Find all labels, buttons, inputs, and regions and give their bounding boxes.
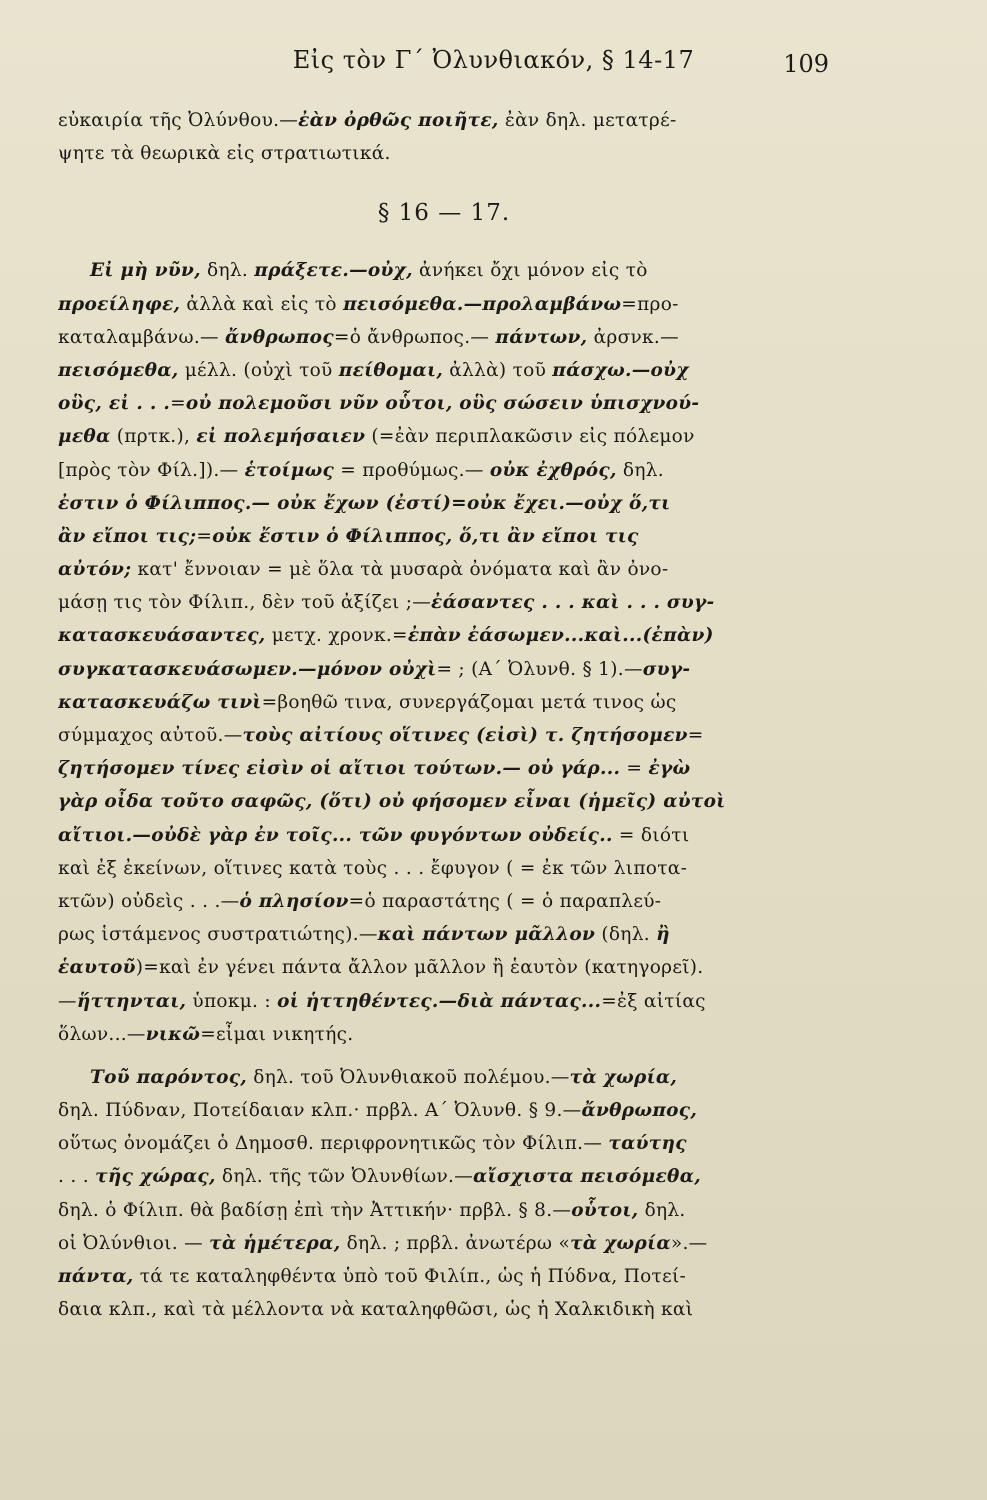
gloss-text: μάσῃ τις τὸν Φίλιπ., δὲν τοῦ ἀξίζει ;— <box>58 592 432 614</box>
lemma-text: ἄνθρωπος <box>225 326 334 348</box>
text-line <box>58 985 830 1018</box>
gloss-text: ἀρσνκ.— <box>587 326 679 348</box>
gloss-text: δηλ. Πύδναν, Ποτείδαιαν κλπ.· πρβλ. Α΄ Ὀλυνθ. § 9.— <box>58 1100 582 1122</box>
text-line <box>58 321 830 354</box>
text-line <box>58 454 830 487</box>
text-line <box>58 1293 830 1326</box>
gloss-text: δηλ. ὁ Φίλιπ. θὰ βαδίσῃ ἐπὶ τὴν Ἀττικήν· πρβλ. § 8.— <box>58 1199 572 1221</box>
gloss-text: )=καὶ ἐν γένει πάντα ἄλλον μᾶλλον ἢ ἑαυτὸν (κατηγορεῖ). <box>135 957 704 979</box>
lemma-text: πάντων, <box>495 326 588 348</box>
gloss-text: =ὁ παραστάτης ( = ὁ παραπλεύ- <box>348 890 662 912</box>
lemma-text: τὰ χωρία <box>570 1232 671 1254</box>
lemma-text: τοὺς αἰτίους οἵτινες (εἰσὶ) τ. ζητήσομεν <box>242 725 688 746</box>
running-head: Εἰς τὸν Γ΄ Ὀλυνθιακόν, § 14-17 <box>292 46 695 74</box>
text-line <box>58 354 830 387</box>
body-text <box>58 104 830 1326</box>
gloss-text: =βοηθῶ τινα, συνεργάζομαι μετά τινος ὡς <box>261 691 677 713</box>
lemma-text: πάσχω.—οὐχ <box>552 359 689 381</box>
gloss-text: ὅλων...— <box>58 1023 146 1045</box>
gloss-text: (=ἐὰν περιπλακῶσιν εἰς πόλεμον <box>365 426 695 448</box>
gloss-text: =προ- <box>621 293 679 315</box>
lemma-text: ἐστιν ὁ Φίλιππος.— οὐκ ἔχων (ἐστί)=οὐκ ἔχει.—οὐχ ὅ,τι <box>58 492 671 514</box>
gloss-text: =ἐξ αἰτίας <box>601 990 706 1012</box>
gloss-text: εὐκαιρία τῆς Ὀλύνθου.— <box>58 110 299 131</box>
text-line <box>58 686 830 719</box>
lemma-text: ἑτοίμως <box>244 459 335 481</box>
lemma-text: πεισόμεθα, <box>58 359 179 381</box>
gloss-text: ἀνήκει ὄχι μόνον εἰς τὸ <box>412 260 648 282</box>
text-line <box>58 752 830 785</box>
lemma-text: κατασκευάσαντες, <box>58 625 266 647</box>
text-line <box>58 951 830 984</box>
lemma-text: συγκατασκευάσωμεν.—μόνον οὐχὶ <box>58 658 437 680</box>
lemma-text: αὐτόν; <box>58 559 132 581</box>
gloss-text: οὕτως ὀνομάζει ὁ Δημοσθ. περιφρονητικῶς τὸν Φίλιπ.— <box>58 1133 609 1155</box>
lemma-text: πάντα, <box>58 1266 134 1287</box>
lemma-text: οὓς, εἰ . . . <box>58 393 171 415</box>
gloss-text: σύμμαχος αὐτοῦ.— <box>58 725 243 746</box>
lemma-text: πείθομαι, <box>338 359 444 381</box>
gloss-text: κτῶν) οὐδεὶς . . .— <box>58 890 240 912</box>
text-line <box>58 288 830 321</box>
gloss-text: = ; (Α΄ Ὀλυνθ. § 1).— <box>436 658 643 680</box>
text-line <box>58 918 830 951</box>
lemma-text: συγ- <box>642 658 691 680</box>
gloss-text: (δηλ. <box>595 924 657 946</box>
text-line <box>58 653 830 686</box>
text-line <box>58 785 830 818</box>
lemma-text: οἱ ἡττηθέντες.—διὰ πάντας... <box>277 990 602 1012</box>
gloss-text: = <box>196 525 213 547</box>
lemma-text: προείληφε, <box>58 293 181 315</box>
text-line <box>58 553 830 586</box>
lemma-text: ταύτης <box>608 1133 687 1155</box>
text-line <box>58 254 830 287</box>
lemma-text: τὰ χωρία, <box>569 1066 678 1088</box>
text-line <box>58 420 830 453</box>
gloss-text: =ὁ ἄνθρωπος.— <box>333 326 496 348</box>
gloss-text: δηλ. τῆς τῶν Ὀλυνθίων.— <box>215 1166 474 1188</box>
paragraph-commentary-16-17 <box>58 254 830 1051</box>
text-line <box>58 719 830 752</box>
text-line <box>58 1160 830 1193</box>
gloss-text: οἱ Ὀλύνθιοι. — <box>58 1232 210 1254</box>
paragraph-commentary-tou-parontos <box>58 1061 830 1327</box>
gloss-text: μετχ. χρονκ.= <box>265 625 408 647</box>
gloss-text: [πρὸς τὸν Φίλ.]).— <box>58 459 245 481</box>
gloss-text: — <box>58 990 77 1012</box>
gloss-text: = <box>687 725 704 746</box>
gloss-text: τά τε καταληφθέντα ὑπὸ τοῦ Φιλίπ., ὡς ἡ Πύδνα, Ποτεί- <box>133 1266 687 1287</box>
text-line <box>58 387 830 420</box>
text-line <box>58 586 830 619</box>
lemma-text: Τοῦ παρόντος, <box>90 1066 248 1088</box>
text-line <box>58 104 830 137</box>
text-line <box>58 1260 830 1293</box>
text-line <box>58 1127 830 1160</box>
lemma-text: κατασκευάζω τινὶ <box>58 691 262 713</box>
text-line <box>58 1018 830 1051</box>
text-line <box>58 1227 830 1260</box>
lemma-text: πεισόμεθα.—προλαμβάνω <box>343 293 622 315</box>
lemma-text: ἐγὼ <box>648 758 691 780</box>
text-line <box>58 885 830 918</box>
lemma-text: αἴσχιστα πεισόμεθα, <box>473 1166 701 1188</box>
lemma-text: οὗτοι, <box>571 1199 639 1221</box>
gloss-text: δηλ. ; πρβλ. ἀνωτέρω « <box>340 1232 571 1254</box>
lemma-text: ἐὰν ὀρθῶς ποιῆτε, <box>298 110 499 131</box>
gloss-text: ὑποκμ. : <box>186 990 278 1012</box>
lemma-text: ἑαυτοῦ <box>58 957 136 979</box>
lemma-text: ἂν εἴποι τις; <box>58 525 197 547</box>
gloss-text: (πρτκ.), <box>110 426 197 448</box>
lemma-text: μεθα <box>58 426 111 448</box>
text-line <box>58 520 830 553</box>
gloss-text: = προθύμως.— <box>334 459 490 481</box>
gloss-text: ἀλλὰ καὶ εἰς τὸ <box>180 293 344 315</box>
text-line <box>58 852 830 885</box>
text-line <box>58 1194 830 1227</box>
gloss-text: . . . <box>58 1166 96 1188</box>
gloss-text: δηλ. τοῦ Ὀλυνθιακοῦ πολέμου.— <box>247 1066 570 1088</box>
gloss-text: δηλ. <box>616 459 664 481</box>
gloss-text: ρως ἱστάμενος συστρατιώτης).— <box>58 924 378 946</box>
gloss-text: μέλλ. (οὐχὶ τοῦ <box>178 359 339 381</box>
lemma-text: καὶ πάντων μᾶλλον <box>377 924 596 946</box>
lemma-text: αἴτιοι.—οὐδὲ γὰρ ἐν τοῖς... τῶν φυγόντων οὐδείς.. <box>58 824 613 846</box>
gloss-text: δηλ. <box>638 1199 686 1221</box>
lemma-text: τῆς χώρας, <box>95 1166 216 1188</box>
text-line <box>58 819 830 852</box>
lemma-text: γὰρ οἶδα τοῦτο σαφῶς, (ὅτι) οὐ φήσομεν εἶναι (ἡμεῖς) αὐτοὶ <box>58 791 726 813</box>
gloss-text: ἐὰν δηλ. μετατρέ- <box>498 110 677 131</box>
gloss-text: καταλαμβάνω.— <box>58 326 226 348</box>
gloss-text: ἀλλὰ) τοῦ <box>443 359 553 381</box>
gloss-text: δαια κλπ., καὶ τὰ μέλλοντα νὰ καταληφθῶσι, ὡς ἡ Χαλκιδικὴ καὶ <box>58 1299 694 1321</box>
section-heading: § 16 — 17. <box>377 200 511 227</box>
lemma-text: ἥττηνται, <box>76 990 187 1012</box>
lemma-text: εἰ πολεμήσαιεν <box>196 426 366 448</box>
gloss-text: δηλ. <box>200 260 255 282</box>
text-line <box>58 137 830 170</box>
gloss-text: = <box>620 758 649 780</box>
gloss-text: κατ' ἔννοιαν = μὲ ὅλα τὰ μυσαρὰ ὀνόματα καὶ ἂν ὀνο- <box>131 559 669 581</box>
lemma-text: ζητήσομεν τίνες εἰσὶν οἱ αἴτιοι τούτων.— οὐ γάρ... <box>58 758 621 780</box>
text-line <box>58 1094 830 1127</box>
lemma-text: οὐ πολεμοῦσι νῦν οὗτοι, οὓς σώσειν ὑπισχνού- <box>185 393 700 415</box>
text-line <box>58 1061 830 1094</box>
lemma-text: ἄνθρωπος, <box>581 1100 698 1122</box>
page-number: 109 <box>783 50 829 78</box>
text-line <box>58 487 830 520</box>
lemma-text: νικῶ <box>145 1023 201 1045</box>
text-line <box>58 619 830 652</box>
paragraph-continuation <box>58 104 830 170</box>
gloss-text: =εἶμαι νικητής. <box>200 1023 354 1045</box>
lemma-text: οὐκ ἔστιν ὁ Φίλιππος, ὅ,τι ἂν εἴποι τις <box>212 525 639 547</box>
gloss-text: = διότι <box>612 824 690 846</box>
lemma-text: ἢ <box>656 924 670 946</box>
gloss-text: ψητε τὰ θεωρικὰ εἰς στρατιωτικά. <box>58 143 391 165</box>
lemma-text: ὁ πλησίον <box>239 890 349 912</box>
lemma-text: πράξετε.—οὐχ, <box>254 260 413 282</box>
gloss-text: = <box>170 393 186 415</box>
lemma-text: ἐάσαντες . . . καὶ . . . συγ- <box>431 592 715 614</box>
lemma-text: Εἰ μὴ νῦν, <box>90 260 201 282</box>
lemma-text: τὰ ἡμέτερα, <box>209 1232 341 1254</box>
lemma-text: ἐπὰν ἐάσωμεν...καὶ...(ἐπὰν) <box>407 625 714 647</box>
gloss-text: καὶ ἐξ ἐκείνων, οἵτινες κατὰ τοὺς . . . ἔφυγον ( = ἐκ τῶν λιποτα- <box>58 857 688 879</box>
gloss-text: ».— <box>670 1232 708 1254</box>
lemma-text: οὐκ ἐχθρός, <box>489 459 617 481</box>
